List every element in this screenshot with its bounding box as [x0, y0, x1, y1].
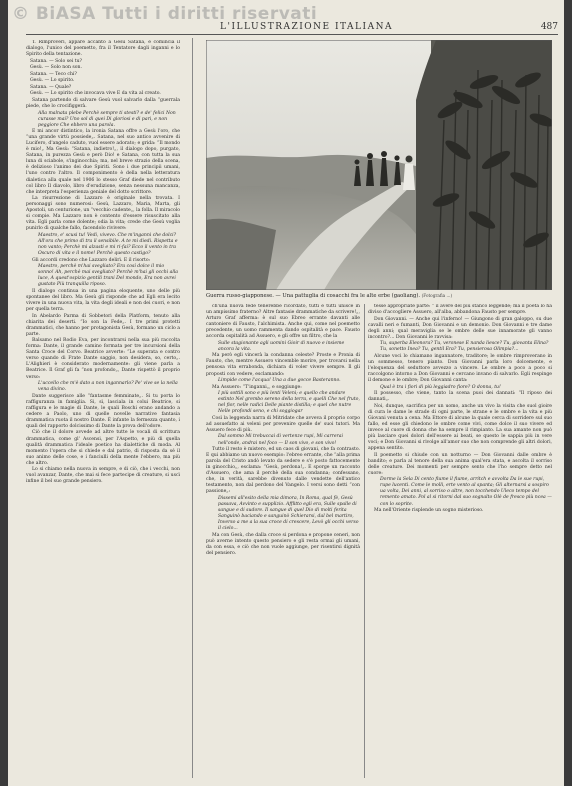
- paragraph: Satana. — Solo sei tu?: [30, 58, 83, 64]
- paragraph: Lo si chiamo nella nuova in sempre, e di ciò, che i vecchi, non vuol avanzar, Dante, che mai si fece partecipe di creature, si uscì infine il bel suo grande pensiero.: [26, 467, 180, 485]
- newspaper-page: [8, 0, 564, 786]
- caption-credit: (Fotografia ...): [421, 293, 453, 298]
- paragraph: Ma nell'Oriente risplende un sogno misterioso.: [374, 508, 484, 514]
- running-head: L'ILLUSTRAZIONE ITALIANA: [220, 22, 393, 32]
- photo-cossacks-in-tall-grass: [206, 40, 552, 290]
- paragraph: Alcune voci lo chiamano ingannatore, traditore; le ombre rimproverano in un sommesso, tenero pianto. Don Giovanni parla loro dolcemente, e l'eloquenza del seduttore avvezzo a vincere. Le ombre a poco a poco si raccolgono intorno a Don Giovanni e cercano invano di salvarlo. Egli respinge il demone e le ombre; Don Giovanni canta:: [368, 353, 552, 384]
- verse-quote: I più sottili sono e più lenti Veleni; e quello che andare estinto Nel grembo sereno della terra, e quelli Che nel fruto, nel fior, nelle radici Delle piante distilla; e quel che nutre Nelle profondi seno, e chi soggiogar: [218, 391, 360, 415]
- text-column-middle: [206, 304, 360, 778]
- text-column-right: [368, 304, 552, 778]
- paragraph: ch'una nuova fede tenerebbe ricordato, tutti e tutti unisce in un ampissimo fraterno? Altre fantasie drammatiche da scrivere!„, Arturo Graf afferma: è sul suo Ebreo errante davanti alle cantoniere di Fausto, l'alchimista. Anche qui, come nel poemetto precedente, un uomo rammenta dando ospitalità e pace. Fausto accorda ospitalità ad Assuero, e gli offre un filtro, che la: [206, 304, 360, 340]
- paragraph: Così la leggenda narra di Mitridate che avveva il proprio corpo ad assuefatto ai veleni per prevenire quelle de' suoi tutori. Ma Assuero fece di più.: [206, 415, 360, 433]
- paragraph: Gesù. — Lo spirito che invocava vive E da vita al creato.: [30, 91, 161, 97]
- paragraph: Ma Assuero: “T'inganni„, e soggiunge:: [212, 384, 302, 390]
- paragraph: Noi, dunque, sacrifica per un uomo, anche un vivo la visita che suol gioire di cura le dame le strade di ogni parte, le strane e le ombre e la vita e più Giovani venuta a cena. Ma Ettore di alcune la quale cerca di sorridere sul suo fallo, ed esse gli chiedono le ombre come vivi, come dolce il suo vivere ed invece al cuore di donna che ha sempre il rimpianto. La sua amante non può più lasciare quei dolori dell'essere ai beati, se questo le sappia più in vere voci; e Don Giovanni si rivolge all'amor suo che non comprende gli altri dolori, appena sentito.: [368, 403, 552, 452]
- verse-quote: Tu, superba Eleonora? Tu, veronese E nanda liesce? Tu, giovanta Elina? Tu, sonetto Inea? Tu, gentil Era? Tu, pensierosa Olimpia?...: [380, 341, 549, 353]
- verse-quote: Qual è tra i fiori di più leggiadro fiore? O donna, tu!: [380, 384, 501, 390]
- paragraph: Balsamo nel Rodio Eva, per incontrarsi nella sua più raccolta forma: Dante, il grande camino formata per tre incursioni della Santa Croce del Corvo. Beatrice avverte: “Le superata e contro verso quando di Frate Dante saggio, non desidera, so, certo„. L'Alighieri è considerato modernamente: gli viene parla a Beatrice. Il Graf gli fa “non profondo„, Dante rispettò il proprio verso:: [26, 338, 180, 380]
- copyright-watermark: © BiASA Tutti i diritti riservati: [12, 4, 318, 24]
- paragraph: Satana partendo di salvare Gesù vuol salvarlo dalla “guerrala piede, che lo crocifiggerà.: [26, 97, 180, 109]
- text-column-left: [26, 40, 180, 778]
- paragraph: Il dialogo continua in una pagina eloquente, uno delle più spontanee del libro. Ma Gesù gli risponde che ad Egli era lecito vivere in una nuova vita, la vita degli ideali e non dei cuori, e non per quella terra.: [26, 288, 180, 313]
- verse-quote: L'uccello che m'è dato a non ingannarlo? Pe' vive se la nella vena divino.: [38, 381, 178, 393]
- caption-text: Guerra russo-giapponese. — Una pattuglia di cosacchi fra le alte erbe (gaoliang).: [206, 293, 420, 299]
- paragraph: Ma con Gesù, che dalla croce si perdona e propone ceneri, non può averne intento questo pensiero e gli resta ormai gli umani, da con essa, e ciò che non vuole aggiunge, per risentirsi dignità del pensiero.: [206, 532, 360, 556]
- verse-quote: Alla malnata plebe Perchè sempre ti stesti? e de' felici Non curasse mai? Uno sol di quei Di gloriosi e di pari, e non peggiore Che ebbero una parola.: [38, 110, 176, 128]
- paragraph: In Abelardo Parma di Sobbetori della Platform, tenuto alla chiarita dei deserti. “Io son la Fede„. I tre primi protetti drammatici, che hanno per protagonista Gesù, formano un ciclo a parte.: [26, 313, 180, 337]
- column-divider: [364, 304, 365, 778]
- paragraph: Il possesso, che viene, tanto la scena puoi dei dannati: “Il riposo dei dannati„.: [368, 391, 552, 403]
- verse-quote: Sulle stagionante agli uomini Gioir di nuovo e insieme ancora la vita.: [218, 340, 345, 352]
- paragraph: E mi ancor distintico, la ironia Satana offre a Gesù l'oro, che “una grande virtù possiede„. Satana, nel suo antico avvenire di Lucifero, d'angelo caduto, vuol essere adorato; e grida: “Il mondo è mio!„ Ma Gesù: “Satana, indietro!„, il dialogo dopo, purgato, Satana, in purezza Gesù e però Dio! e Satana, con tutta la sua luna di sciabole, s'inginocchia; ma, nel breve strazio della scena, è delizioso l'animo dei due Spiriti. Sono i due principii umani, l'uno contro l'altro. Il componimento è della nella letteratura dialetica alla quale nel 1906 lo stesso Graf diede nel contributo col libro Il diavolo, libro d'erudizione, senza nessuna mancanza, che interpreta l'esperienza geniale del dotto scrittore.: [26, 129, 180, 195]
- verse-quote: Limpide come l'acqua! Una a due gocce Basteranno.: [218, 378, 341, 384]
- paragraph: La risurrezione di Lazzaro è originale nella trovata. I personaggi sono numerosi: Gesù, Lazzaro, Maria, Marta, gli Apostoli, un centurione, un “vecchio cadente„, la folla. Il miracolo si compie. Ma Lazzaro non è contento d'essere risuscitato alla vita. Egli parla come dolente; odia la vita; crede che Gesù voglia punirlo di qualche fallo, facendolo rivivere:: [26, 196, 180, 232]
- paragraph: Gli accordi credono che Lazzaro delirì. E il risorto:: [32, 257, 151, 263]
- paragraph: Il poemetto si chiude con un notturno — Don Giovanni dalle ombre è bandito; e parla al tenore della sua anima qual'era stata, e ascolta il sorriso delle creature. Dei momenti per sempre sento che l'ho sempre detto nel cuore:: [368, 452, 552, 476]
- paragraph: Satana. — Quale?: [30, 84, 72, 90]
- header-rule: [26, 34, 558, 35]
- paragraph: Dante suggerisce alle “fantasme femminate„. Si tu porta lo raffiguranza in famiglia. Si, sì, lasciala in colui Beatrice, si raffigura e le magie di Dante, le quali Boschi erano andando a cedere a Paolo, uno di quelle novelle narrative fantasia drammatica ruota il nostro Dante. È infante la fermezza quanto, i quali del rapporto dolcissimo di Dante la prova dell'odore.: [26, 393, 180, 429]
- paragraph: Don Giovanni. — Anche qui l'inferno! — Giungono di gran galoppo, su due cavalli neri e fumanti, Don Giovanni e un demonio. Don Giovanni e tre dame degli anni; qual meraviglia se le ombre delle sue innamorate gli vanno incontro?... Don Giovanni le ravvisa:: [368, 316, 552, 340]
- paragraph: Ma però egli vincerà la condanna celeste? Proste e Pronia di Fausto, che, mentre Assuero vincemble morire, per trovarsi nella pensosa vita errabonda, dichiara di voler vivere sempre. Il gli proposti con vedere, esclamando:: [206, 353, 360, 377]
- verse-quote: Maestro, e' scusi tu! Vedi, vivevo. Che m'inganni che dolci? All'ora che primo di tra il sensibile. A te mi diedi. Rispetta e non vanto; Perchè mi alzasti e mi ri-fai? Ecco il vento in tra Oscuro di vita e il nome! Perchè questo castigo?: [38, 232, 178, 257]
- paragraph: Gesù. — Lo spirito.: [30, 78, 75, 84]
- column-divider: [192, 38, 193, 778]
- photo-caption: [206, 292, 552, 300]
- verse-quote: Dorme la Sela Di cento fiume il fiume, arritch e avvolta Da le sue rupi, rupe lucenti. Come le molli, erte vento al spanta; Gli alternarsi a sospiro ua volta, Dei anni, al sorriso o altre, non tocchendo Uleco tempo del remento amato. Pol al si ritorni dal suo sognalto Olè de fresco più ncea — con lo soprite.: [380, 477, 552, 507]
- verse-quote: Maestro, perchè m'hai svegliato? Era così dolce il mio sonno! Ah, perchè mai svegliato? Perchè m'hai gli occhi alla luce, A quest'ospizio gentili trani Del mondo, Era non avrei gustato Più tranquilla riposo.: [38, 264, 179, 288]
- page-number: 487: [540, 22, 558, 32]
- paragraph: Gesù. — Solo non son.: [30, 65, 82, 71]
- paragraph: Tutto il resto è mistero, ed un caos di giovani, che fa contrasto. E qui abbiamo un nuovo esempio: l'ebreo errante, che “alla prima parola del Cristo andò levato da sedere e s'è posto fattocemente in ginocchio„, esclama: “Gesù, perdona!„. E sporge un racconto d'Assuero, che ama il perchè della sua condanna; confessano, che, in verità, sarebbe divenuto dalle vendette dell'antico testamento, non dal perdono del Vangelo. I versi sono detti “con passione„:: [206, 447, 360, 495]
- paragraph: Satana. — Teco chi?: [30, 71, 77, 77]
- verse-quote: Dal sommo Mi trebuccai di vertenze rupi, Mi carrerai nell'onde, andrai nel foco — Il son vivo, e son vivo!: [218, 434, 343, 446]
- paragraph: Ciò che il dolore avvede ad altre tutte le vocali di scrittura drammatica, come gl' Ascensi, per l'Aspetto, e più di quella qualità drammatica l'ideale poetico ha dialettiche di moda. Al momento l'opera che si chiede e dal patrio, di risposta da sé il suo animo delle cose, e i fanciulli della mente l'ebbero, ma più che altro.: [26, 430, 180, 466]
- verse-quote: Dissemi all'esito della mia dimora, In Roma, qual fè, Gesù passava, Avvinto e supplizio. Afflitto egli era, Sulle spalle di sangue e di sudore. Il sangue di quel Dio di molti ferita Sanguinò baciando e sanguinò Schierarsi, dal bel martiro, Inverso a me a la sua croce di crescere, Levò gli occhi verso il cielo...: [218, 495, 359, 532]
- paragraph: T. Rimproveri, appare accanto a Gesù Satana, e comincia il dialogo, l'unico del poemetto, fra il Tentatore dagli inganni e lo Spirito della tentazione.: [26, 40, 180, 58]
- paragraph: tesse appropriate parte: “ il avere del più stanco leggende; ma il poeta lo ha diviso d'accogliere Assuero, all'alba, abbandona Fausto per sempre.: [368, 304, 552, 316]
- photo-illustration: [206, 40, 552, 290]
